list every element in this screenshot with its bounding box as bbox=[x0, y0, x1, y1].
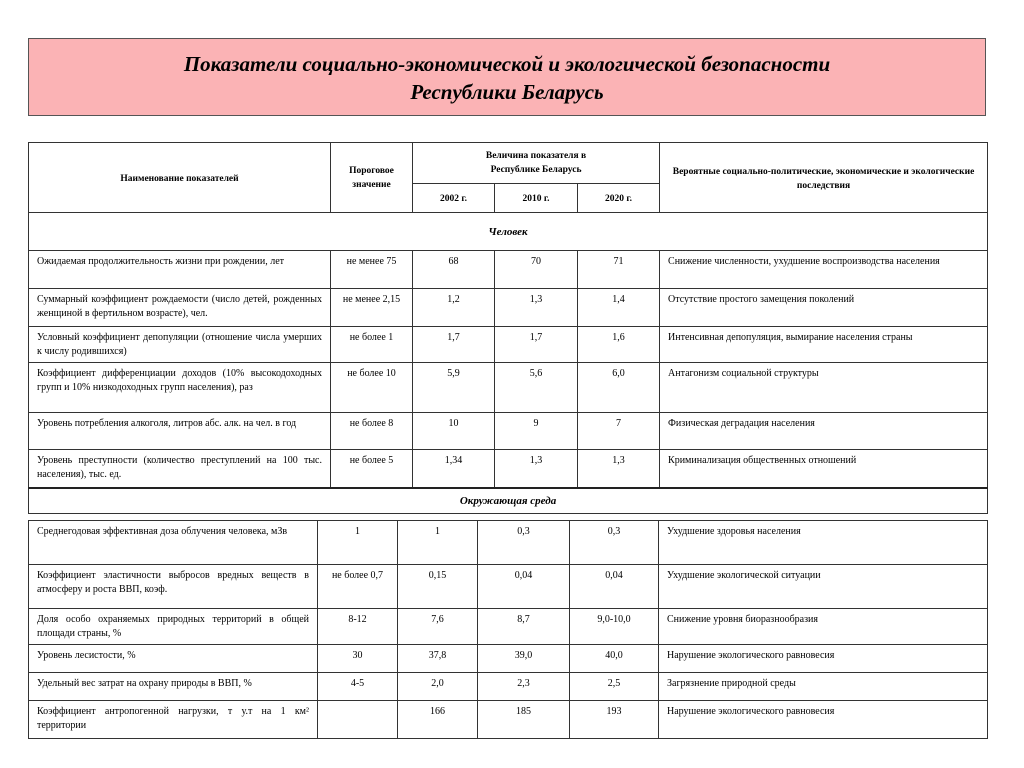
value-2010: 1,3 bbox=[495, 450, 578, 488]
threshold-value: 30 bbox=[318, 645, 398, 673]
threshold-value: 8-12 bbox=[318, 609, 398, 645]
value-2020: 1,4 bbox=[578, 289, 660, 327]
value-2002: 1,34 bbox=[413, 450, 495, 488]
indicator-name: Коэффициент эластичности выбросов вредных веществ в атмосферу и роста ВВП, коэф. bbox=[29, 565, 318, 609]
env-rows bbox=[29, 521, 988, 739]
threshold-value: не более 0,7 bbox=[318, 565, 398, 609]
table-row bbox=[29, 609, 988, 645]
value-2010: 70 bbox=[495, 251, 578, 289]
value-2002: 1,7 bbox=[413, 327, 495, 363]
consequence-text: Ухудшение экологической ситуации bbox=[659, 565, 988, 609]
table-row bbox=[29, 327, 988, 363]
threshold-value: не менее 2,15 bbox=[331, 289, 413, 327]
value-2010: 39,0 bbox=[478, 645, 570, 673]
title-line-1: Показатели социально-экономической и экологической безопасности bbox=[183, 52, 831, 76]
indicator-name: Суммарный коэффициент рождаемости (число детей, рожденных женщиной в фертильном возрасте), чел. bbox=[29, 289, 331, 327]
indicator-name: Условный коэффициент депопуляции (отношение числа умерших к числу родившихся) bbox=[29, 327, 331, 363]
human-rows bbox=[29, 251, 988, 488]
value-2010: 185 bbox=[478, 701, 570, 739]
value-2002: 2,0 bbox=[398, 673, 478, 701]
threshold-value: 4-5 bbox=[318, 673, 398, 701]
consequence-text: Снижение уровня биоразнообразия bbox=[659, 609, 988, 645]
page-title bbox=[28, 38, 986, 116]
threshold-value: не более 10 bbox=[331, 363, 413, 413]
table-row bbox=[29, 565, 988, 609]
value-2010: 9 bbox=[495, 413, 578, 450]
value-2020: 1,3 bbox=[578, 450, 660, 488]
value-2010: 8,7 bbox=[478, 609, 570, 645]
consequence-text: Криминализация общественных отношений bbox=[660, 450, 988, 488]
header-threshold: Пороговое значение bbox=[331, 143, 413, 213]
indicator-name: Ожидаемая продолжительность жизни при рождении, лет bbox=[29, 251, 331, 289]
table-row bbox=[29, 673, 988, 701]
value-2002: 68 bbox=[413, 251, 495, 289]
header-year-2010: 2010 г. bbox=[495, 184, 578, 213]
consequence-text: Нарушение экологического равновесия bbox=[659, 701, 988, 739]
table-row bbox=[29, 521, 988, 565]
value-2020: 40,0 bbox=[570, 645, 659, 673]
indicator-name: Уровень потребления алкоголя, литров абс. алк. на чел. в год bbox=[29, 413, 331, 450]
indicators-table-human bbox=[28, 142, 988, 514]
indicator-name: Уровень преступности (количество преступлений на 100 тыс. населения), тыс. ед. bbox=[29, 450, 331, 488]
value-2010: 1,7 bbox=[495, 327, 578, 363]
table-row bbox=[29, 251, 988, 289]
header-year-2020: 2020 г. bbox=[578, 184, 660, 213]
threshold-value: не более 5 bbox=[331, 450, 413, 488]
indicator-name: Удельный вес затрат на охрану природы в ВВП, % bbox=[29, 673, 318, 701]
consequence-text: Снижение численности, ухудшение воспроизводства населения bbox=[660, 251, 988, 289]
consequence-text: Физическая деградация населения bbox=[660, 413, 988, 450]
value-2002: 5,9 bbox=[413, 363, 495, 413]
threshold-value: не менее 75 bbox=[331, 251, 413, 289]
consequence-text: Антагонизм социальной структуры bbox=[660, 363, 988, 413]
value-2020: 0,04 bbox=[570, 565, 659, 609]
indicator-name: Коэффициент антропогенной нагрузки, т у.т на 1 км² территории bbox=[29, 701, 318, 739]
header-name: Наименование показателей bbox=[29, 143, 331, 213]
header-consequences: Вероятные социально-политические, экономические и экологические последствия bbox=[660, 143, 988, 213]
table-row bbox=[29, 645, 988, 673]
table-row bbox=[29, 289, 988, 327]
table-row bbox=[29, 413, 988, 450]
threshold-value: не более 8 bbox=[331, 413, 413, 450]
consequence-text: Интенсивная депопуляция, вымирание населения страны bbox=[660, 327, 988, 363]
value-2020: 1,6 bbox=[578, 327, 660, 363]
value-2002: 37,8 bbox=[398, 645, 478, 673]
indicators-table-environment bbox=[28, 520, 988, 739]
section-human: Человек bbox=[29, 213, 988, 251]
indicator-name: Доля особо охраняемых природных территорий в общей площади страны, % bbox=[29, 609, 318, 645]
indicator-name: Среднегодовая эффективная доза облучения человека, мЗв bbox=[29, 521, 318, 565]
value-2020: 193 bbox=[570, 701, 659, 739]
consequence-text: Нарушение экологического равновесия bbox=[659, 645, 988, 673]
threshold-value: не более 1 bbox=[331, 327, 413, 363]
consequence-text: Отсутствие простого замещения поколений bbox=[660, 289, 988, 327]
value-2010: 0,3 bbox=[478, 521, 570, 565]
consequence-text: Загрязнение природной среды bbox=[659, 673, 988, 701]
value-2020: 9,0-10,0 bbox=[570, 609, 659, 645]
value-2002: 0,15 bbox=[398, 565, 478, 609]
threshold-value: 1 bbox=[318, 521, 398, 565]
value-2002: 1 bbox=[398, 521, 478, 565]
value-2002: 10 bbox=[413, 413, 495, 450]
header-value-group: Величина показателя в Республике Беларусь bbox=[413, 143, 660, 184]
value-2002: 1,2 bbox=[413, 289, 495, 327]
value-2002: 166 bbox=[398, 701, 478, 739]
value-2010: 2,3 bbox=[478, 673, 570, 701]
table-row bbox=[29, 450, 988, 488]
value-2010: 0,04 bbox=[478, 565, 570, 609]
title-line-2: Республики Беларусь bbox=[410, 80, 604, 104]
value-2002: 7,6 bbox=[398, 609, 478, 645]
value-2020: 7 bbox=[578, 413, 660, 450]
table-row bbox=[29, 701, 988, 739]
section-environment: Окружающая среда bbox=[29, 488, 988, 514]
value-2020: 0,3 bbox=[570, 521, 659, 565]
table-row bbox=[29, 363, 988, 413]
consequence-text: Ухудшение здоровья населения bbox=[659, 521, 988, 565]
value-2020: 2,5 bbox=[570, 673, 659, 701]
indicator-name: Уровень лесистости, % bbox=[29, 645, 318, 673]
value-2020: 71 bbox=[578, 251, 660, 289]
threshold-value bbox=[318, 701, 398, 739]
header-year-2002: 2002 г. bbox=[413, 184, 495, 213]
value-2010: 5,6 bbox=[495, 363, 578, 413]
indicator-name: Коэффициент дифференциации доходов (10% высокодоходных групп и 10% низкодоходных групп населения), раз bbox=[29, 363, 331, 413]
value-2020: 6,0 bbox=[578, 363, 660, 413]
value-2010: 1,3 bbox=[495, 289, 578, 327]
